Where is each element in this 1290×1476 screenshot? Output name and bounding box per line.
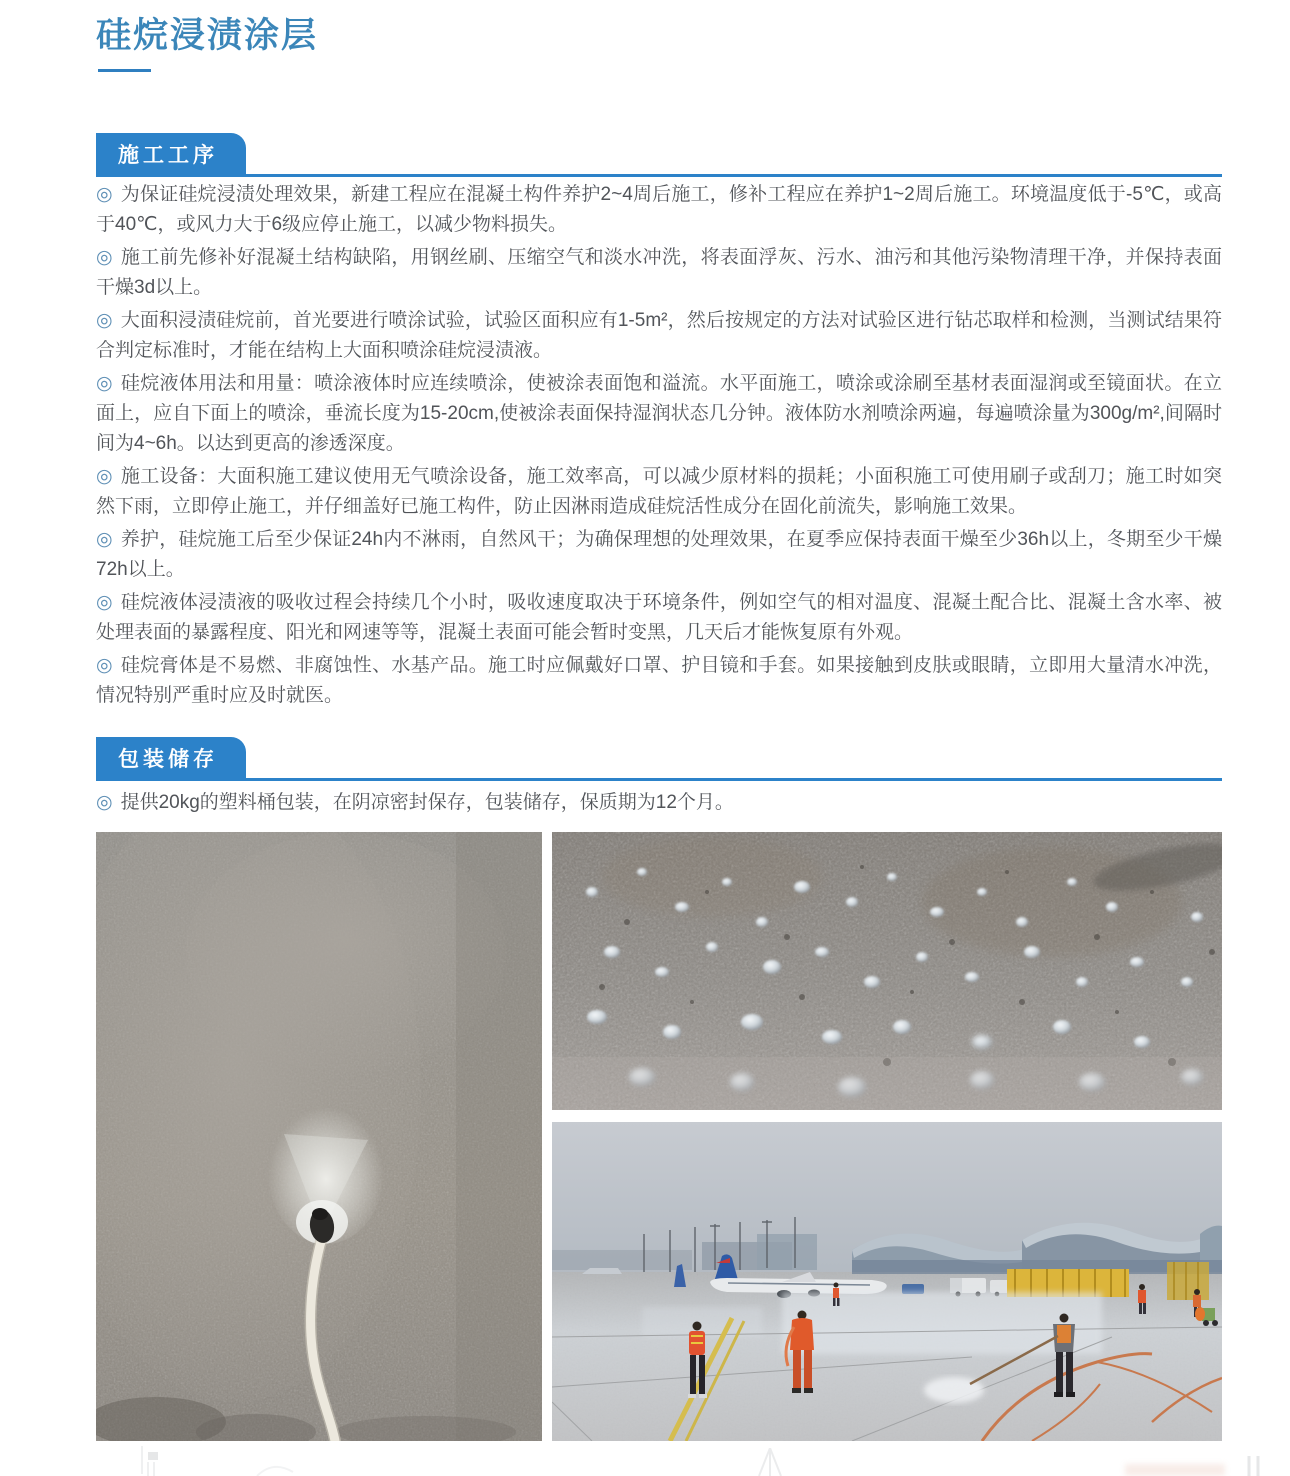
title-underline: [98, 69, 151, 72]
page-bottom-artifact: [255, 1458, 295, 1476]
paragraph-text: 大面积浸渍硅烷前，首光要进行喷涂试验，试验区面积应有1-5m²，然后按规定的方法对试验区进行钻芯取样和检测，当测试结果符合判定标准时，才能在结构上大面积喷涂硅烷浸渍液。: [96, 310, 1222, 361]
bullet-paragraph: [96, 180, 1222, 240]
bullet-paragraph: [96, 243, 1222, 303]
page-title: 硅烷浸渍涂层: [96, 16, 319, 55]
bullet-icon: ◎: [96, 466, 113, 487]
bullet-icon: ◎: [96, 529, 113, 550]
section-rule: [96, 174, 1222, 177]
section-header-construction: [96, 133, 1222, 177]
paragraph-text: 养护，硅烷施工后至少保证24h内不淋雨，自然风干；为确保理想的处理效果，在夏季应保持表面干燥至少36h以上，冬期至少干燥72h以上。: [96, 529, 1222, 580]
bullet-icon: ◎: [96, 310, 113, 331]
photo-silane-spraying-wall: [96, 832, 542, 1441]
section-heading: 施工工序: [118, 144, 218, 167]
bullet-icon: ◎: [96, 792, 113, 813]
paragraph-text: 为保证硅烷浸渍处理效果，新建工程应在混凝土构件养护2~4周后施工，修补工程应在养护1~2周后施工。环境温度低于-5℃，或高于40℃，或风力大于6级应停止施工，以减少物料损失。: [96, 184, 1222, 235]
page-bottom-artifact: [1243, 1456, 1267, 1476]
section-heading: 包装储存: [118, 748, 218, 771]
page-bottom-artifact: [140, 1444, 180, 1476]
bullet-paragraph: [96, 651, 1222, 711]
bullet-paragraph: [96, 525, 1222, 585]
bullet-paragraph: [96, 788, 1222, 818]
bullet-paragraph: [96, 369, 1222, 459]
paragraph-text: 硅烷膏体是不易燃、非腐蚀性、水基产品。施工时应佩戴好口罩、护目镜和手套。如果接触到皮肤或眼睛，立即用大量清水冲洗，情况特别严重时应及时就医。: [96, 655, 1222, 706]
section-rule: [96, 778, 1222, 781]
paragraph-text: 硅烷液体浸渍液的吸收过程会持续几个小时，吸收速度取决于环境条件，例如空气的相对温度、混凝土配合比、混凝土含水率、被处理表面的暴露程度、阳光和网速等等，混凝土表面可能会暂时变黑，几天后才能恢复原有外观。: [96, 592, 1222, 643]
bullet-icon: ◎: [96, 592, 113, 613]
paragraph-text: 施工前先修补好混凝土结构缺陷，用钢丝刷、压缩空气和淡水冲洗，将表面浮灰、污水、油污和其他污染物清理干净，并保持表面干燥3d以上。: [96, 247, 1222, 298]
photo-water-beading-concrete: [552, 832, 1222, 1110]
page-bottom-artifact: [1125, 1464, 1225, 1476]
photo-airport-apron-workers: [552, 1122, 1222, 1441]
paragraph-text: 提供20kg的塑料桶包装，在阴凉密封保存，包装储存，保质期为12个月。: [120, 792, 734, 813]
bullet-paragraph: [96, 588, 1222, 648]
paragraph-text: 施工设备：大面积施工建议使用无气喷涂设备，施工效率高，可以减少原材料的损耗；小面积施工可使用刷子或刮刀；施工时如突然下雨，立即停止施工，并仔细盖好已施工构件，防止因淋雨造成硅烷活性成分在固化前流失，影响施工效果。: [96, 466, 1222, 517]
bullet-icon: ◎: [96, 373, 113, 394]
section-body-packaging: [96, 788, 1222, 821]
bullet-icon: ◎: [96, 247, 113, 268]
section-header-packaging: [96, 737, 1222, 781]
section-badge: [96, 133, 246, 176]
bullet-paragraph: [96, 462, 1222, 522]
paragraph-text: 硅烷液体用法和用量：喷涂液体时应连续喷涂，使被涂表面饱和溢流。水平面施工，喷涂或涂刷至基材表面湿润或至镜面状。在立面上，应自下面上的喷涂，垂流长度为15-20cm,使被涂表面保持湿润状态几分钟。液体防水剂喷涂两遍，每遍喷涂量为300g/m²,间隔时间为4~6h。以达到更高的渗透深度。: [96, 373, 1222, 454]
bullet-icon: ◎: [96, 184, 113, 205]
bullet-icon: ◎: [96, 655, 113, 676]
page-bottom-artifact: [745, 1448, 795, 1476]
section-body-construction: [96, 180, 1222, 714]
section-badge: [96, 737, 246, 780]
bullet-paragraph: [96, 306, 1222, 366]
